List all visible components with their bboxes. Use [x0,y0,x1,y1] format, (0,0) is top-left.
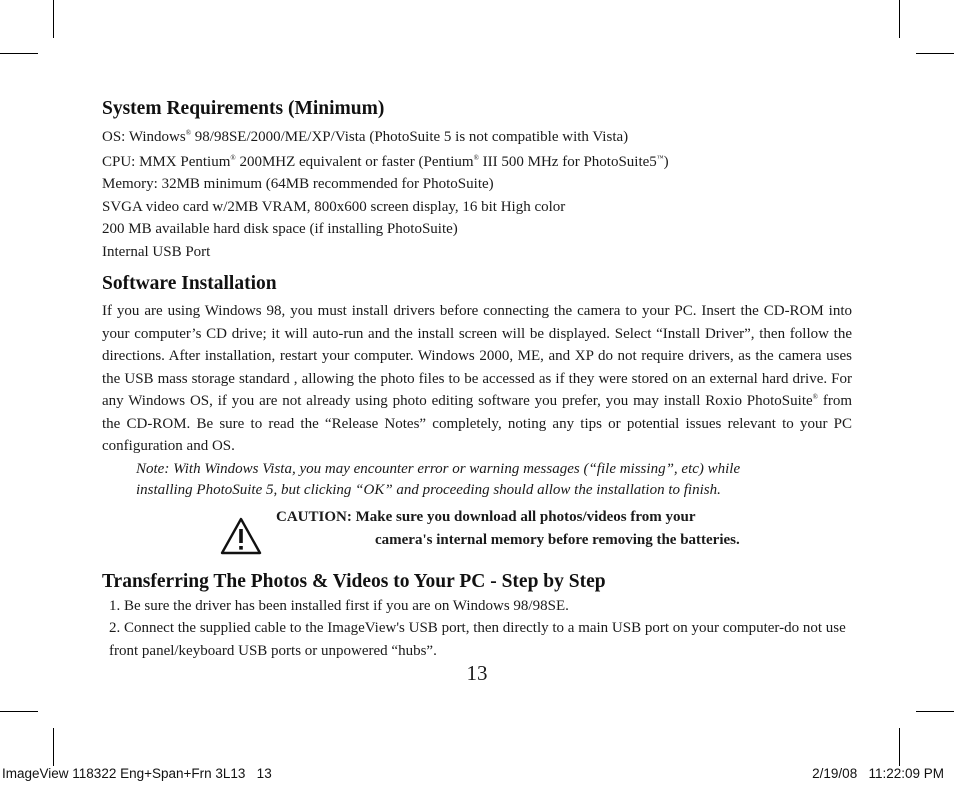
vista-note [136,459,852,502]
cpu-text-photosuite: III 500 MHz for PhotoSuite5 [478,153,657,170]
os-text: OS: Windows [102,129,186,145]
cpu-requirement [102,151,852,174]
software-installation-heading: Software Installation [102,273,277,294]
footer-left: ImageView 118322 Eng+Span+Frn 3L13 13 [2,766,272,781]
usb-requirement: Internal USB Port [102,243,211,260]
system-requirements-heading: System Requirements (Minimum) [102,98,385,119]
memory-requirement: Memory: 32MB minimum (64MB recommended for PhotoSuite) [102,176,494,192]
crop-mark [899,0,900,38]
crop-mark [916,711,954,712]
software-installation-paragraph [102,300,852,458]
caution-text [276,506,740,552]
os-text-rest: 98/98SE/2000/ME/XP/Vista (PhotoSuite 5 is not compatible with Vista) [191,129,629,145]
trademark-mark: ™ [656,153,664,162]
crop-mark [899,728,900,766]
crop-mark [0,711,38,712]
manual-page-content [102,97,852,662]
transferring-heading: Transferring The Photos & Videos to Your PC - Step by Step [102,570,606,592]
note-line-1: Note: With Windows Vista, you may encounter error or warning messages (“file missing”, etc) while [136,460,741,477]
caution-block [102,505,852,557]
registered-mark: ® [185,129,192,137]
cpu-text-rest: 200MHZ equivalent or faster (Pentium [235,153,474,170]
cpu-text-close: ) [663,153,669,170]
step-1: 1. Be sure the driver has been installed first if you are on Windows 98/98SE. [109,597,569,614]
disk-requirement: 200 MB available hard disk space (if installing PhotoSuite) [102,221,458,237]
registered-mark: ® [812,393,818,401]
caution-line-2: camera's internal memory before removing the batteries. [375,531,740,548]
crop-mark [0,53,38,54]
footer-right: 2/19/08 11:22:09 PM [812,766,944,781]
registered-mark: ® [230,153,236,162]
note-line-2: installing PhotoSuite 5, but clicking “OK” and proceeding should allow the installation to finish. [136,482,721,498]
os-requirement [102,126,852,149]
warning-triangle-icon [220,517,262,555]
paragraph-text-rest: from the CD-ROM. Be sure to read the “Release Notes” completely, noting any tips or potential issues relevant to your PC configuration and OS. [102,393,852,454]
step-2: 2. Connect the supplied cable to the ImageView's USB port, then directly to a main USB port on your computer-do not use front panel/keyboard USB ports or unpowered “hubs”. [109,620,846,659]
paragraph-text: If you are using Windows 98, you must install drivers before connecting the camera to your PC. Insert the CD-ROM into your computer’s CD drive; it will auto-run and the install screen will be displayed. Select “Install Driver”, then follow the directions. After installation, restart your computer. Windows 2000, ME, and XP do not require drivers, as the camera uses the USB mass storage standard , allowing the photo files to be accessed as if they were stored on an external hard drive. For any Windows OS, if you are not already using photo editing software you prefer, you may install Roxio PhotoSuite [102,303,852,409]
crop-mark [53,728,54,766]
video-requirement: SVGA video card w/2MB VRAM, 800x600 screen display, 16 bit High color [102,198,566,215]
page-number: 13 [466,661,488,685]
cpu-text: CPU: MMX Pentium [102,153,231,170]
crop-mark [916,53,954,54]
crop-mark [53,0,54,38]
registered-mark: ® [473,153,479,162]
caution-line-1: CAUTION: Make sure you download all photos/videos from your [276,508,696,525]
